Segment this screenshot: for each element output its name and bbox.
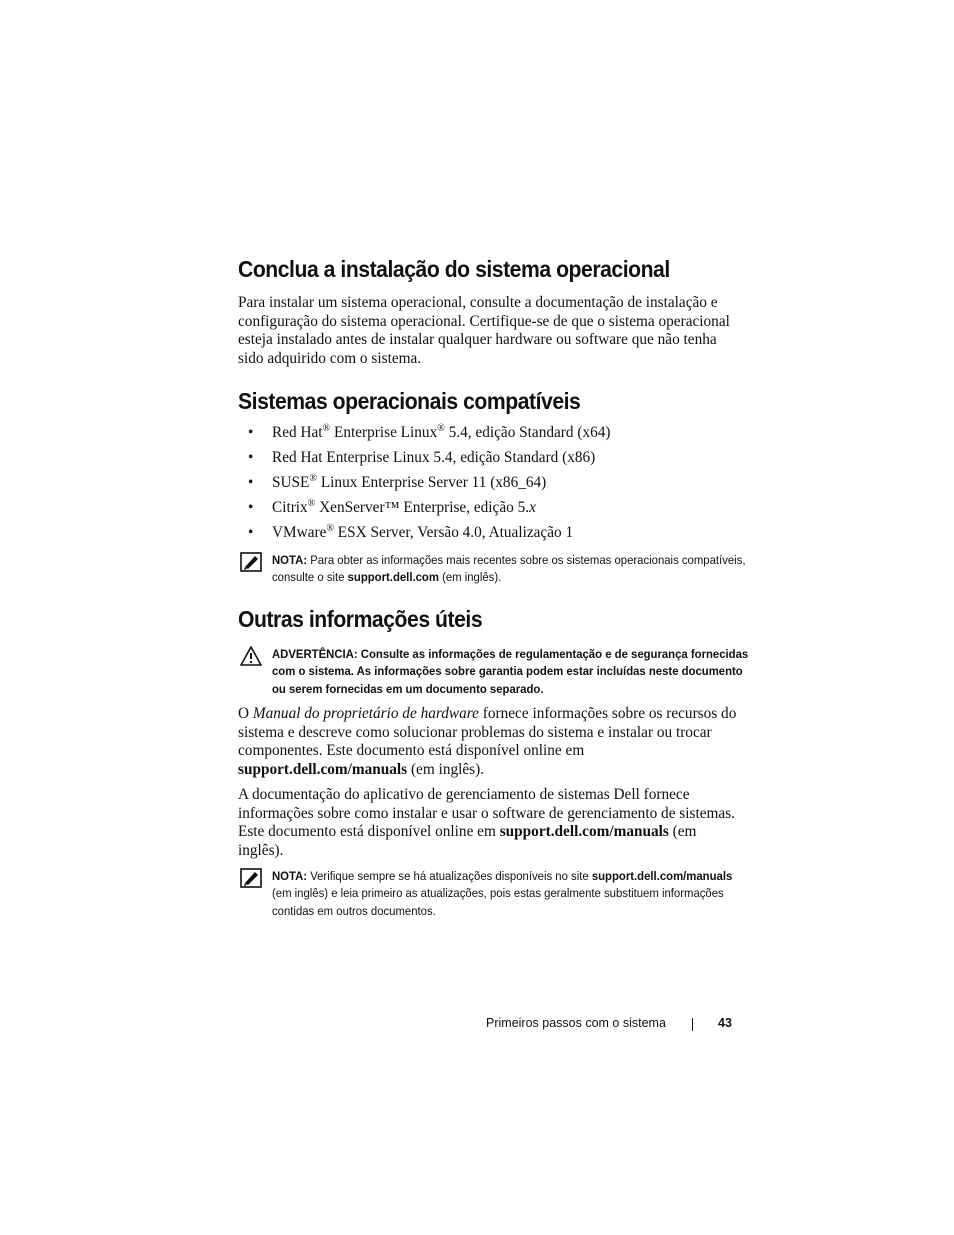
- pencil-note-icon: [240, 868, 262, 888]
- heading-other-useful-info: Outras informações úteis: [238, 606, 483, 632]
- list-item: • Red Hat Enterprise Linux 5.4, edição Standard (x86): [248, 449, 596, 466]
- list-item: • Red Hat® Enterprise Linux® 5.4, edição Standard (x64): [248, 423, 611, 441]
- note-supported-os: NOTA: Para obter as informações mais recentes sobre os sistemas operacionais compatíveis, consulte o site support.dell.com (em inglês).: [238, 552, 738, 587]
- list-item: • SUSE® Linux Enterprise Server 11 (x86_64): [248, 473, 547, 491]
- os-install-paragraph: Para instalar um sistema operacional, consulte a documentação de instalação e configuração do sistema operacional. Certifique-se de que o sistema operacional esteja instalado antes de instalar qualquer hardware ou software que não tenha sido adquirido com o sistema.: [238, 294, 730, 367]
- heading-complete-os-install: Conclua a instalação do sistema operacional: [238, 256, 670, 282]
- page-number: 43: [718, 1016, 732, 1030]
- heading-supported-os: Sistemas operacionais compatíveis: [238, 388, 581, 414]
- warning-safety: ADVERTÊNCIA: Consulte as informações de regulamentação e de segurança fornecidas com o sistema. As informações sobre garantia podem estar incluídas neste documento ou serem fornecidas em um documento separado.: [238, 646, 738, 698]
- systems-management-paragraph: A documentação do aplicativo de gerenciamento de sistemas Dell fornece informações sobre como instalar e usar o software de gerenciamento de sistemas. Este documento está disponível online em support.dell.com/manuals (em inglês).: [238, 786, 735, 859]
- note-updates: NOTA: Verifique sempre se há atualizações disponíveis no site support.dell.com/manuals (em inglês) e leia primeiro as atualizações, pois estas geralmente substituem informações contidas em outros documentos.: [238, 868, 738, 920]
- list-item: • VMware® ESX Server, Versão 4.0, Atualização 1: [248, 523, 574, 541]
- list-item: • Citrix® XenServer™ Enterprise, edição 5.x: [248, 498, 536, 516]
- warning-triangle-icon: [240, 646, 262, 666]
- page-footer: [486, 1016, 732, 1030]
- footer-chapter-title: Primeiros passos com o sistema: [486, 1016, 666, 1030]
- footer-divider: [692, 1018, 693, 1031]
- supported-os-list: [238, 422, 611, 547]
- pencil-note-icon: [240, 552, 262, 572]
- support-manuals-link[interactable]: support.dell.com/manuals: [238, 760, 408, 778]
- support-manuals-link[interactable]: support.dell.com/manuals: [499, 823, 669, 841]
- hardware-manual-paragraph: O Manual do proprietário de hardware fornece informações sobre os recursos do sistema e descreve como solucionar problemas do sistema e instalar ou trocar componentes. Este documento está disponível online em support.dell.com/manuals (em inglês).: [238, 705, 737, 778]
